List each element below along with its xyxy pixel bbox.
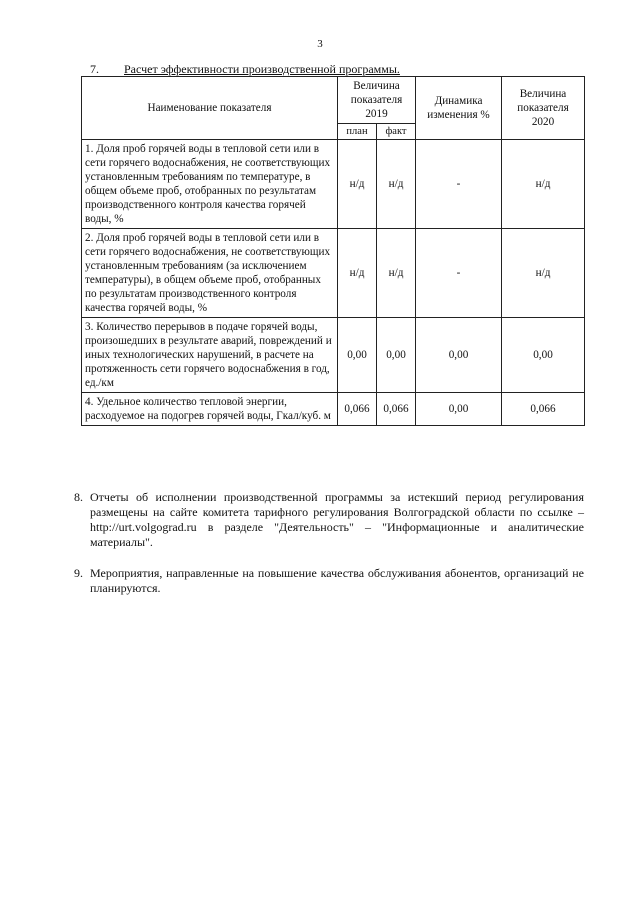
page-number: 3 [317, 38, 323, 50]
paragraph-9-number: 9. [74, 566, 83, 580]
section-title-text: Расчет эффективности производственной программы. [124, 62, 400, 76]
header-magnitude-2019: Величина показателя 2019 [338, 77, 416, 124]
indicator-name: 4. Удельное количество тепловой энергии, расходуемое на подогрев горячей воды, Гкал/куб. м [82, 393, 338, 426]
paragraph-8-text: Отчеты об исполнении производственной программы за истекший период регулирования размещены на сайте комитета тарифного регулирования Волгоградской области по ссылке –http://urt.volgograd.ru в разделе "Деятельность" – "Информационные и аналитические материалы". [90, 490, 584, 549]
header-name: Наименование показателя [82, 77, 338, 140]
value-2020: н/д [502, 140, 585, 229]
value-2020: 0,066 [502, 393, 585, 426]
table-row [82, 393, 585, 426]
plan-value: 0,00 [338, 318, 377, 393]
section-title [90, 62, 400, 77]
paragraph-9-text: Мероприятия, направленные на повышение качества обслуживания абонентов, организаций не планируются. [90, 566, 584, 595]
section-number: 7. [90, 62, 99, 76]
fact-value: н/д [377, 229, 416, 318]
fact-value: н/д [377, 140, 416, 229]
indicator-name: 2. Доля проб горячей воды в тепловой сети или в сети горячего водоснабжения, не соответствующих установленным требованиям (за исключением температуры), в общем объеме проб, отобранных по результатам производственного контроля качества горячей воды, % [82, 229, 338, 318]
table-row [82, 318, 585, 393]
dynamics-value: 0,00 [416, 393, 502, 426]
dynamics-value: - [416, 140, 502, 229]
header-dynamics: Динамика изменения % [416, 77, 502, 140]
fact-value: 0,00 [377, 318, 416, 393]
plan-value: н/д [338, 140, 377, 229]
paragraph-9 [74, 566, 584, 596]
efficiency-table [81, 76, 585, 426]
header-value-2020: Величина показателя 2020 [502, 77, 585, 140]
paragraph-8 [74, 490, 584, 550]
dynamics-value: 0,00 [416, 318, 502, 393]
indicator-name: 1. Доля проб горячей воды в тепловой сети или в сети горячего водоснабжения, не соответствующих установленным требованиям по температуре, в общем объеме проб, отобранных по результатам производственного контроля качества горячей воды, % [82, 140, 338, 229]
table-row [82, 140, 585, 229]
table-header-row [82, 77, 585, 124]
table-row [82, 229, 585, 318]
plan-value: 0,066 [338, 393, 377, 426]
header-fact: факт [377, 124, 416, 140]
dynamics-value: - [416, 229, 502, 318]
value-2020: н/д [502, 229, 585, 318]
paragraph-8-number: 8. [74, 490, 83, 504]
indicator-name: 3. Количество перерывов в подаче горячей воды, произошедших в результате аварий, повреждений и иных технологических нарушений, в расчете на протяженность сети горячего водоснабжения в год, ед./км [82, 318, 338, 393]
header-plan: план [338, 124, 377, 140]
fact-value: 0,066 [377, 393, 416, 426]
value-2020: 0,00 [502, 318, 585, 393]
plan-value: н/д [338, 229, 377, 318]
